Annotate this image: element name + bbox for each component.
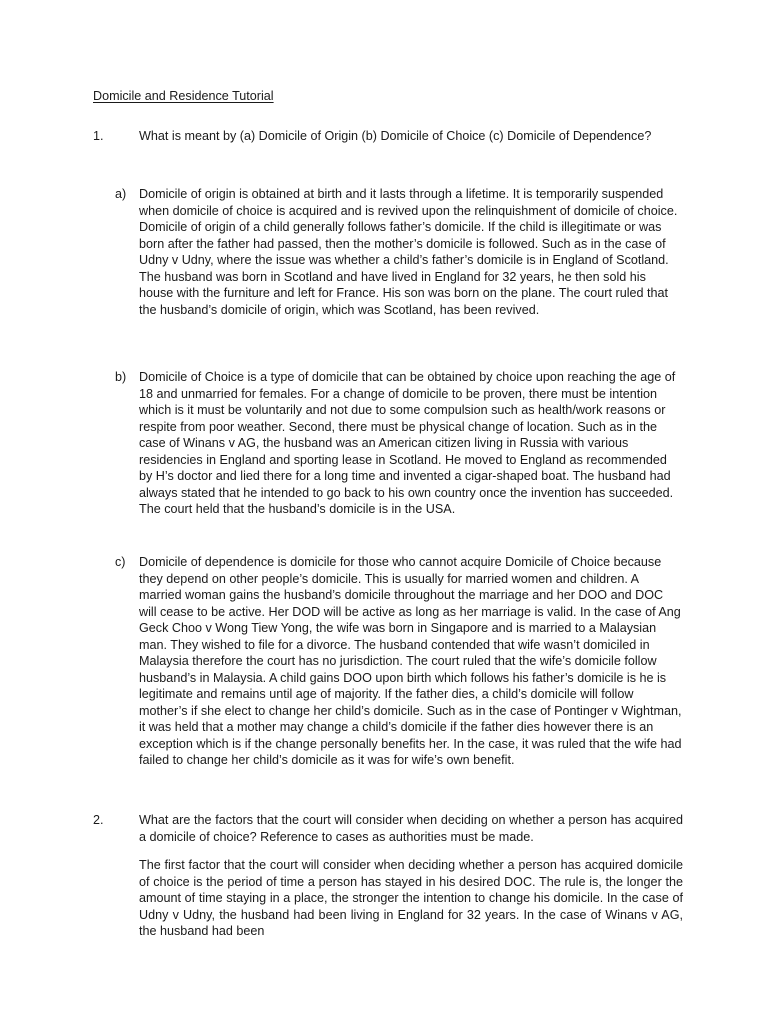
answer-letter: a) [115, 187, 127, 201]
question-number: 1. [93, 129, 104, 143]
answer-letter: b) [115, 370, 127, 384]
answer-1b [115, 369, 683, 518]
answer-2-paragraph: The first factor that the court will consider when deciding whether a person has acquired domicile of choice is the period of time a person has stayed in his desired DOC. The rule is, the longer the amount of time staying in a place, the stronger the intention to change his domicile. In the case of Udny v Udny, the husband had been living in England for 32 years. In the case of Winans v AG, the husband had been [139, 858, 683, 938]
question-number: 2. [93, 813, 104, 827]
question-1 [93, 128, 683, 145]
answer-1a [115, 186, 683, 318]
answer-text: Domicile of origin is obtained at birth and it lasts through a lifetime. It is temporarily suspended when domicile of choice is acquired and is revived upon the relinquishment of domicile of choice. Domicile of origin of a child generally follows father’s domicile. If the child is illegitimate or was born after the father had passed, then the mother’s domicile is followed. Such as in the case of Udny v Udny, where the issue was whether a child’s father’s domicile is in England of Scotland. The husband was born in Scotland and have lived in England for 32 years, he then sold his house with the furniture and left for France. His son was born on the plane. The court ruled that the husband’s domicile of origin, which was Scotland, has been revived. [139, 187, 678, 317]
question-text: What is meant by (a) Domicile of Origin (b) Domicile of Choice (c) Domicile of Dependence? [139, 129, 652, 143]
document-title: Domicile and Residence Tutorial [93, 89, 274, 103]
answer-1c [115, 554, 683, 769]
answer-text: Domicile of dependence is domicile for those who cannot acquire Domicile of Choice because they depend on other people’s domicile. This is usually for married women and children. A married woman gains the husband’s domicile throughout the marriage and her DOO and DOC will cease to be active. Her DOD will be active as long as her marriage is valid. In the case of Ang Geck Choo v Wong Tiew Yong, the wife was born in Singapore and is married to a Malaysian man. They wished to file for a divorce. The husband contended that wife wasn’t domiciled in Malaysia therefore the court has no jurisdiction. The court ruled that the wife’s domicile follow husband’s in Malaysia. A child gains DOO upon birth which follows his father’s domicile is he is legitimate and remains until age of majority. If the father dies, a child’s domicile will follow mother’s if she elect to change her child’s domicile. Such as in the case of Pontinger v Wightman, it was held that a mother may change a child’s domicile if the father dies however there is an exception which is if the change personally benefits her. In the case, it was ruled that the wife had failed to change her child’s domicile as it was for wife’s own benefit. [139, 555, 682, 767]
answer-letter: c) [115, 555, 126, 569]
question-text: What are the factors that the court will consider when deciding on whether a person has acquired a domicile of choice? Reference to cases as authorities must be made. [139, 813, 683, 844]
answer-text: Domicile of Choice is a type of domicile that can be obtained by choice upon reaching the age of 18 and unmarried for females. For a change of domicile to be proven, there must be intention which is it must be voluntarily and not due to some compulsion such as health/work reasons or respite from poor weather. Second, there must be physical change of location. Such as in the case of Winans v AG, the husband was an American citizen living in Russia with various residencies in England and sporting lease in Scotland. He moved to England as recommended by H’s doctor and lied there for a long time and invented a cigar-shaped boat. The husband had always stated that he intended to go back to his own country once the invention has succeeded. The court held that the husband’s domicile is in the USA. [139, 370, 676, 516]
question-2 [93, 812, 683, 845]
